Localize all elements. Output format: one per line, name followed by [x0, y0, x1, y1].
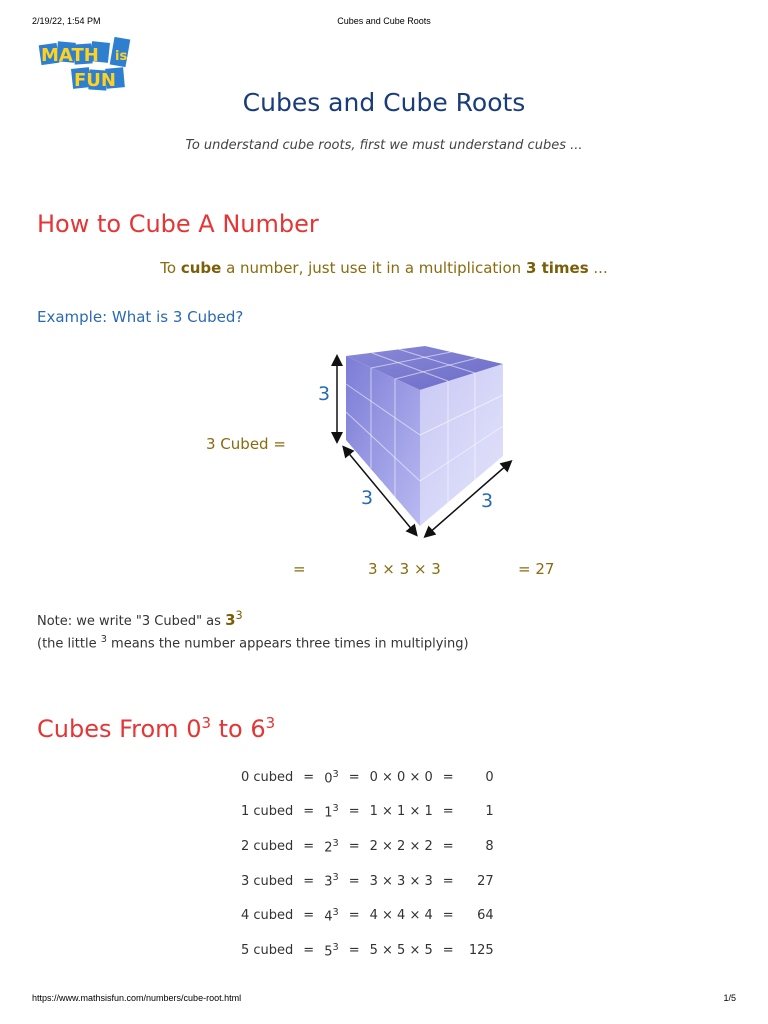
row-eq: =	[348, 942, 360, 958]
row-eq: =	[442, 942, 454, 958]
note2-post: means the number appears three times in multiplying)	[106, 636, 469, 652]
row-result: 1	[485, 804, 494, 820]
heading-exp2: 3	[265, 714, 276, 732]
row-eq: =	[442, 804, 454, 820]
example-heading: Example: What is 3 Cubed?	[37, 308, 244, 326]
row-eq: =	[442, 908, 454, 924]
row-power	[319, 933, 344, 968]
table-row	[236, 898, 499, 933]
row-product: 1 × 1 × 1	[369, 804, 433, 820]
note2-pre: (the little	[37, 636, 101, 652]
row-power-exponent: 3	[332, 837, 339, 849]
table-row	[236, 760, 499, 795]
table-row	[236, 864, 499, 899]
row-eq: =	[348, 769, 360, 785]
row-power-exponent: 3	[332, 907, 339, 918]
cube-label: 3 Cubed =	[206, 435, 286, 453]
row-eq: =	[303, 908, 315, 924]
note-power	[225, 611, 243, 629]
row-power	[319, 864, 344, 899]
cube-diagram	[0, 340, 768, 550]
row-result: 64	[477, 908, 494, 924]
heading-exp1: 3	[201, 714, 212, 732]
row-power-base: 1	[324, 805, 333, 821]
row-power	[319, 760, 344, 795]
row-result: 27	[477, 873, 494, 889]
equation-product: 3 × 3 × 3	[368, 560, 441, 578]
note-explanation	[37, 634, 469, 651]
row-label: 5 cubed	[241, 942, 294, 958]
lead-part-bold: cube	[180, 259, 222, 277]
logo-text-fun: FUN	[74, 70, 116, 91]
row-result: 8	[485, 838, 494, 854]
row-result: 125	[468, 942, 494, 958]
row-power-exponent: 3	[332, 803, 339, 815]
heading-mid: to 6	[211, 715, 266, 743]
row-product: 5 × 5 × 5	[369, 942, 433, 958]
row-power-exponent: 3	[332, 941, 339, 953]
row-result: 0	[485, 769, 494, 785]
logo-text-math: MATH	[41, 45, 99, 66]
note-text: Note: we write "3 Cubed" as	[37, 614, 226, 629]
row-power-base: 2	[324, 840, 333, 856]
row-product: 4 × 4 × 4	[369, 908, 433, 924]
row-eq: =	[348, 908, 360, 924]
lead-part: To	[160, 259, 181, 277]
row-eq: =	[303, 838, 315, 854]
note-exponent: 3	[235, 609, 243, 622]
row-power	[319, 898, 344, 933]
row-eq: =	[442, 838, 454, 854]
row-label: 2 cubed	[241, 838, 294, 854]
row-eq: =	[348, 804, 360, 820]
cubes-table	[236, 760, 499, 968]
row-label: 3 cubed	[241, 873, 294, 889]
row-label: 1 cubed	[241, 804, 294, 820]
row-power-base: 3	[324, 874, 333, 890]
note2-exponent: 3	[100, 634, 107, 645]
row-eq: =	[348, 838, 360, 854]
width-label: 3	[481, 490, 494, 512]
row-power-base: 0	[324, 770, 333, 786]
lead-part: ...	[588, 259, 608, 277]
logo-text-is: is	[115, 49, 128, 64]
height-label: 3	[318, 383, 331, 405]
row-eq: =	[303, 769, 315, 785]
table-row	[236, 829, 499, 864]
row-label: 4 cubed	[241, 908, 294, 924]
heading-pre: Cubes From 0	[37, 715, 202, 743]
print-url[interactable]: https://www.mathsisfun.com/numbers/cube-root.html	[32, 993, 242, 1003]
depth-label: 3	[361, 487, 374, 509]
row-product: 0 × 0 × 0	[369, 769, 433, 785]
row-eq: =	[303, 873, 315, 889]
print-doc-title: Cubes and Cube Roots	[337, 16, 431, 26]
lead-text	[0, 259, 768, 277]
section-heading-cubes-range	[37, 714, 275, 743]
row-product: 3 × 3 × 3	[369, 873, 433, 889]
section-heading-how-to-cube: How to Cube A Number	[37, 210, 319, 238]
row-eq: =	[348, 873, 360, 889]
row-power-base: 4	[324, 909, 333, 925]
row-power-base: 5	[324, 943, 333, 959]
row-product: 2 × 2 × 2	[369, 838, 433, 854]
row-eq: =	[442, 873, 454, 889]
note-base: 3	[225, 611, 236, 629]
table-row	[236, 795, 499, 830]
row-eq: =	[442, 769, 454, 785]
print-datetime: 2/19/22, 1:54 PM	[32, 16, 101, 26]
print-page-number: 1/5	[723, 993, 736, 1003]
row-power	[319, 829, 344, 864]
table-row	[236, 933, 499, 968]
page-title: Cubes and Cube Roots	[242, 88, 526, 117]
row-power	[319, 795, 344, 830]
row-power-exponent: 3	[332, 872, 339, 884]
row-eq: =	[303, 942, 315, 958]
lead-part-bold: 3 times	[525, 259, 589, 277]
lead-part: a number, just use it in a multiplication	[221, 259, 526, 277]
row-label: 0 cubed	[241, 769, 294, 785]
page-subtitle: To understand cube roots, first we must understand cubes ...	[185, 138, 583, 153]
note-cubed-notation	[37, 609, 243, 629]
row-power-exponent: 3	[332, 768, 339, 780]
row-eq: =	[303, 804, 315, 820]
equation-result: = 27	[518, 560, 555, 578]
equation-equals: =	[293, 560, 306, 578]
